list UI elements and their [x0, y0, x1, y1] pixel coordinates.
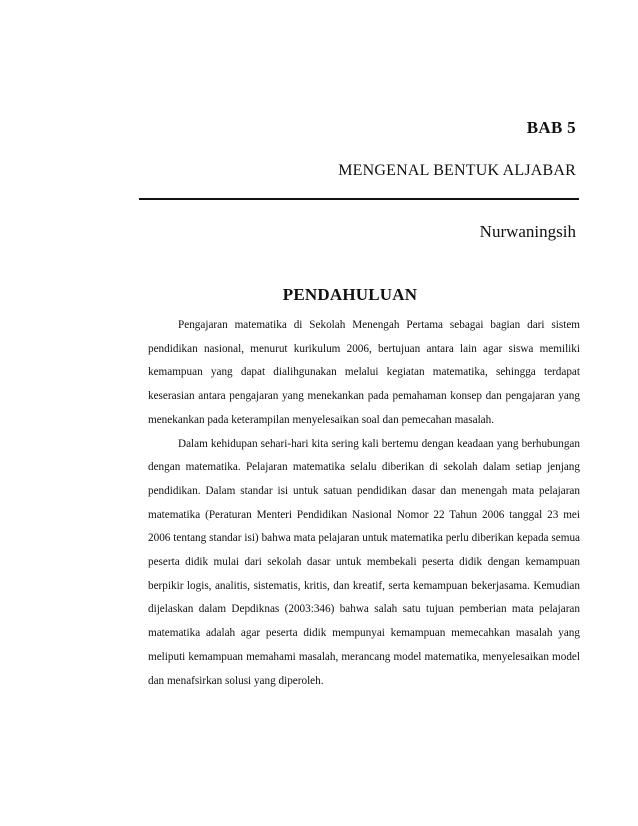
title-divider: [139, 198, 579, 200]
section-heading: PENDAHULUAN: [282, 285, 418, 304]
chapter-label: BAB 5: [526, 118, 576, 137]
chapter-title: MENGENAL BENTUK ALJABAR: [338, 162, 576, 179]
body-text: [148, 314, 580, 693]
author-name: Nurwaningsih: [479, 222, 576, 241]
paragraph: Pengajaran matematika di Sekolah Menengah Pertama sebagai bagian dari sistem pendidikan nasional, menurut kurikulum 2006, bertujuan antara lain agar siswa memiliki kemampuan yang dapat dialihgunakan melalui kegiatan matematika, sehingga terdapat keserasian antara pengajaran yang menekankan pada pemahaman konsep dan pengajaran yang menekankan pada keterampilan menyelesaikan soal dan pemecahan masalah.: [148, 319, 580, 426]
paragraph: Dalam kehidupan sehari-hari kita sering kali bertemu dengan keadaan yang berhubungan dengan matematika. Pelajaran matematika selalu diberikan di sekolah dalam setiap jenjang pendidikan. Dalam standar isi untuk satuan pendidikan dasar dan menengah mata pelajaran matematika (Peraturan Menteri Pendidikan Nasional Nomor 22 Tahun 2006 tanggal 23 mei 2006 tentang standar isi) bahwa mata pelajaran untuk matematika perlu diberikan kepada semua peserta didik mulai dari sekolah dasar untuk membekali peserta didik dengan kemampuan berpikir logis, analitis, sistematis, kritis, dan kreatif, serta kemampuan bekerjasama. Kemudian dijelaskan dalam Depdiknas (2003:346) bahwa salah satu tujuan pemberian mata pelajaran matematika adalah agar peserta didik mempunyai kemampuan memecahkan masalah yang meliputi kemampuan memahami masalah, merancang model matematika, menyelesaikan model dan menafsirkan solusi yang diperoleh.: [148, 437, 580, 687]
